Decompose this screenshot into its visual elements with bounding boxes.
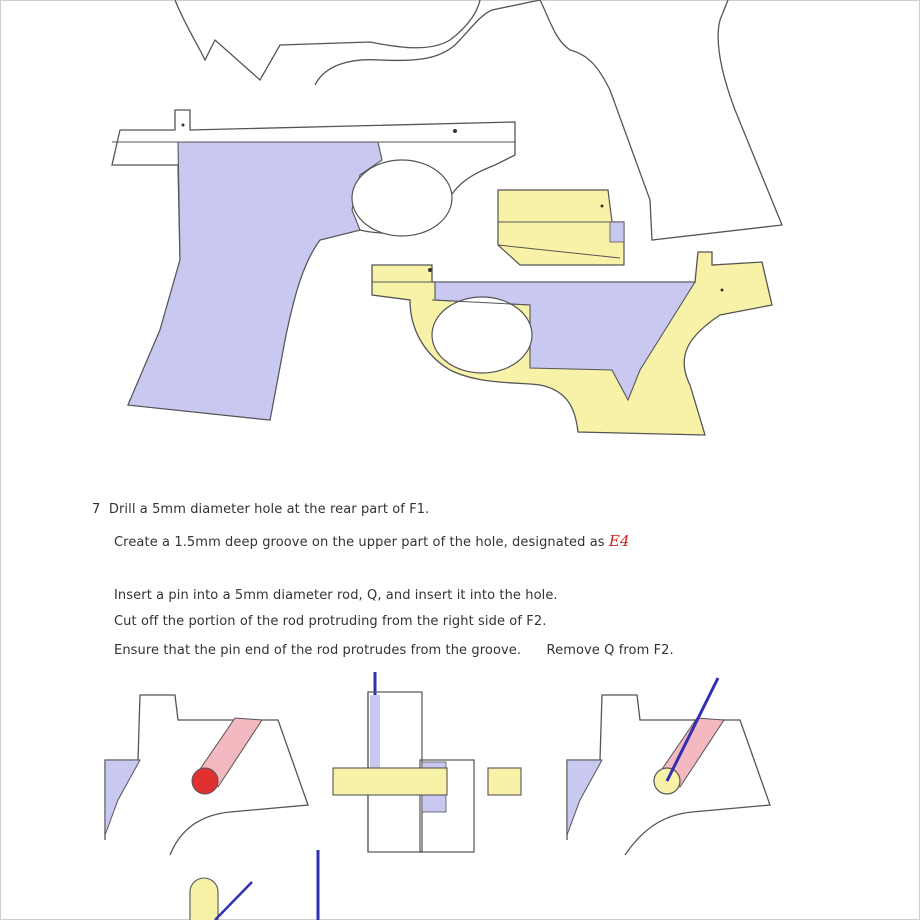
detail-drill-hole: [105, 695, 308, 855]
step-line-5: [114, 643, 674, 658]
f2-trigger-guard: [432, 297, 532, 373]
frame-f2: [372, 252, 772, 435]
step-line-4: Cut off the portion of the rod protruding from the right side of F2.: [114, 614, 547, 629]
rod-yellow-section: [333, 768, 447, 795]
step-text-5: Ensure that the pin end of the rod protrudes from the groove.: [114, 643, 522, 658]
step-line-3: Insert a pin into a 5mm diameter rod, Q, and insert it into the hole.: [114, 588, 558, 603]
step-line-2: [114, 532, 630, 550]
step-number: 7: [92, 502, 101, 517]
step-text-5b: Remove Q from F2.: [546, 643, 674, 658]
step-text-1: Drill a 5mm diameter hole at the rear part of F1.: [108, 502, 430, 517]
step-line-1: [92, 502, 429, 517]
step-text-2: Create a 1.5mm deep groove on the upper part of the hole, designated as: [114, 535, 605, 550]
detail-pin-groove: [567, 678, 770, 855]
f1-grip-fill: [128, 142, 382, 420]
rod-cut-piece: [488, 768, 521, 795]
slide-block: [498, 190, 624, 265]
frame-f1: [112, 110, 515, 420]
label-e4: E4: [608, 532, 630, 550]
top-outline-left: [175, 0, 480, 80]
partial-bottom: [190, 850, 318, 920]
hole-red: [192, 768, 218, 794]
detail-cross-section: [333, 672, 521, 852]
f1-trigger-guard: [352, 160, 452, 236]
